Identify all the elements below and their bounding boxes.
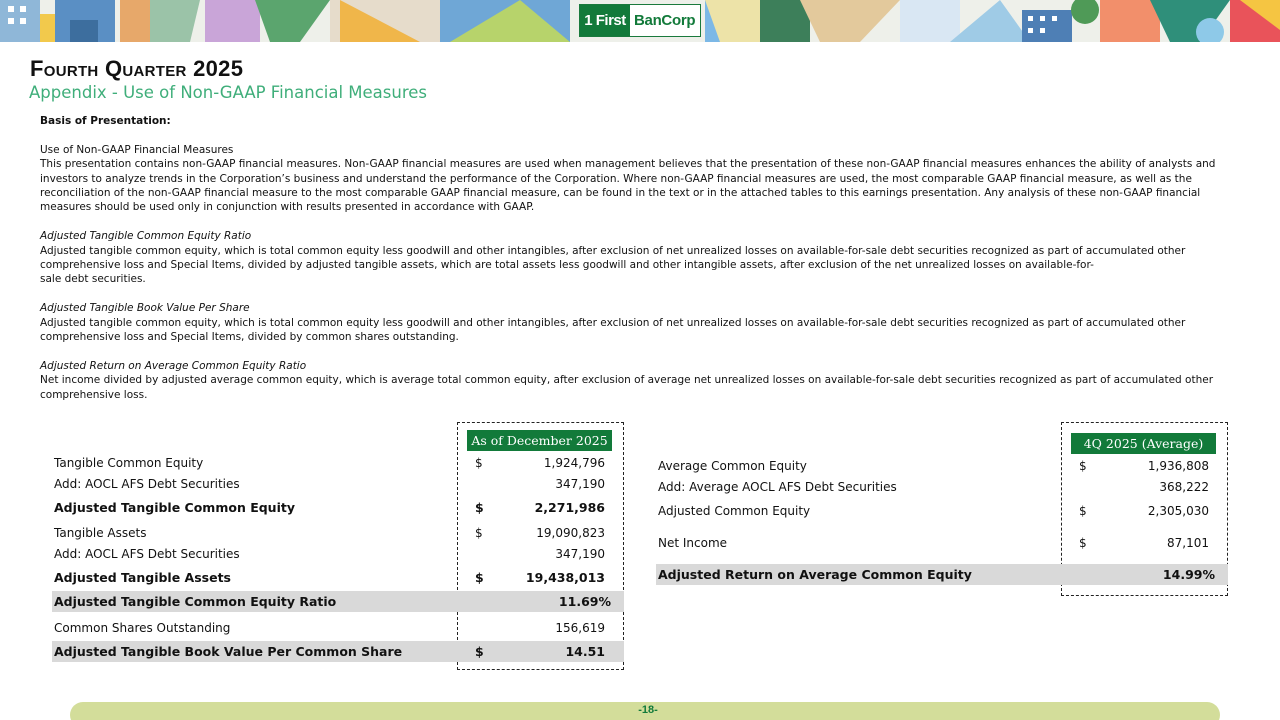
row-dollar: $	[475, 500, 484, 515]
table-row	[52, 522, 624, 543]
company-logo	[579, 4, 701, 37]
row-label: Add: AOCL AFS Debt Securities	[54, 546, 240, 561]
row-value: 11.69%	[558, 594, 611, 609]
row-label: Tangible Common Equity	[54, 455, 204, 470]
section-title-non-gaap: Use of Non-GAAP Financial Measures	[40, 143, 234, 156]
section-text-line: Adjusted tangible common equity, which is total common equity less goodwill and other intangibles, after exclusion of net unrealized losses on available-for-sale debt securities recognized as part of accumulated other	[40, 316, 1186, 329]
page-number: -18-	[638, 704, 658, 716]
row-label: Average Common Equity	[658, 458, 807, 473]
page-subtitle: Appendix - Use of Non-GAAP Financial Measures	[29, 83, 428, 102]
row-dollar: $	[475, 644, 484, 659]
table-row	[52, 543, 624, 564]
table-row-highlight	[656, 564, 1228, 585]
row-value: 2,271,986	[534, 500, 605, 515]
row-dollar: $	[1079, 458, 1087, 473]
table-row-highlight	[52, 591, 624, 612]
section-text-line: comprehensive loss and Special Items, divided by common shares outstanding.	[40, 331, 459, 344]
header-banner	[0, 0, 1280, 42]
basis-heading: Basis of Presentation:	[40, 115, 171, 127]
table-row	[52, 473, 624, 494]
table-row	[52, 617, 624, 638]
row-dollar: $	[475, 455, 483, 470]
section-text-line: Adjusted tangible common equity, which is total common equity less goodwill and other intangibles, after exclusion of net unrealized losses on available-for-sale debt securities recognized as part of accumulated other	[40, 244, 1186, 257]
row-label: Tangible Assets	[54, 525, 147, 540]
row-label: Adjusted Tangible Common Equity Ratio	[54, 594, 337, 609]
row-dollar: $	[1079, 503, 1087, 518]
row-value: 14.51	[565, 644, 605, 659]
table-row	[52, 497, 624, 518]
row-label: Adjusted Tangible Common Equity	[54, 500, 295, 515]
logo-mark: 1 First	[580, 5, 630, 36]
section-text-line: reconciliation of the non-GAAP financial measure to the most comparable GAAP financial measure, can be found in the text or in the attached tables to this earnings presentation. Any analysis of these non-GAAP financial	[40, 187, 1201, 200]
left-table-header: As of December 2025	[467, 430, 612, 451]
row-value: 368,222	[1159, 479, 1209, 494]
row-dollar: $	[475, 525, 483, 540]
section-text-line: measures should be used only in conjunction with results presented in accordance with GAAP.	[40, 201, 535, 214]
row-label: Add: AOCL AFS Debt Securities	[54, 476, 240, 491]
row-value: 156,619	[555, 620, 605, 635]
section-title-roe: Adjusted Return on Average Common Equity Ratio	[40, 359, 307, 372]
row-value: 87,101	[1167, 535, 1209, 550]
row-label: Adjusted Tangible Book Value Per Common Share	[54, 644, 403, 659]
section-text-line: comprehensive loss.	[40, 388, 148, 401]
row-label: Common Shares Outstanding	[54, 620, 231, 635]
right-table-header: 4Q 2025 (Average)	[1071, 433, 1216, 454]
section-text-line: sale debt securities.	[40, 273, 146, 286]
row-dollar: $	[475, 570, 484, 585]
row-value: 347,190	[555, 476, 605, 491]
table-row	[52, 567, 624, 588]
row-value: 347,190	[555, 546, 605, 561]
row-value: 1,936,808	[1147, 458, 1209, 473]
basis-of-presentation	[40, 114, 1255, 402]
table-row-highlight	[52, 641, 624, 662]
section-title-tbv-per-share: Adjusted Tangible Book Value Per Share	[40, 302, 250, 315]
section-text-line: Net income divided by adjusted average common equity, which is average total common equity, after exclusion of average net unrealized losses on available-for-sale debt securities recognized as part of accumulated other	[40, 374, 1214, 387]
row-label: Adjusted Return on Average Common Equity	[658, 567, 972, 582]
table-row	[52, 452, 624, 473]
table-row	[656, 532, 1228, 553]
row-value: 19,090,823	[536, 525, 605, 540]
row-label: Add: Average AOCL AFS Debt Securities	[658, 479, 897, 494]
logo-name: BanCorp	[634, 12, 696, 29]
row-value: 14.99%	[1162, 567, 1215, 582]
row-label: Net Income	[658, 535, 728, 550]
section-text-line: investors to analyze trends in the Corporation’s business and understand the performance of the Corporation. Where non-GAAP financial measures are used, the most comparable GAAP financial measure, as well as the	[40, 172, 1192, 185]
section-title-tce-ratio: Adjusted Tangible Common Equity Ratio	[40, 230, 252, 243]
section-text-line: This presentation contains non-GAAP financial measures. Non-GAAP financial measures are used when management believes that the presentation of these non-GAAP financial measures enhances the ability of analysts and	[40, 158, 1216, 171]
section-text-line: comprehensive loss and Special Items, divided by adjusted tangible assets, which are total assets less goodwill and other intangible assets, after exclusion of the net unrealized losses on available-for-	[40, 259, 1094, 272]
row-value: 2,305,030	[1147, 503, 1209, 518]
table-row	[656, 476, 1228, 497]
row-value: 19,438,013	[525, 570, 605, 585]
table-row	[656, 455, 1228, 476]
table-row	[656, 500, 1228, 521]
page-title: Fourth Quarter 2025	[30, 56, 244, 81]
row-value: 1,924,796	[543, 455, 605, 470]
row-label: Adjusted Tangible Assets	[54, 570, 231, 585]
row-dollar: $	[1079, 535, 1087, 550]
row-label: Adjusted Common Equity	[658, 503, 811, 518]
